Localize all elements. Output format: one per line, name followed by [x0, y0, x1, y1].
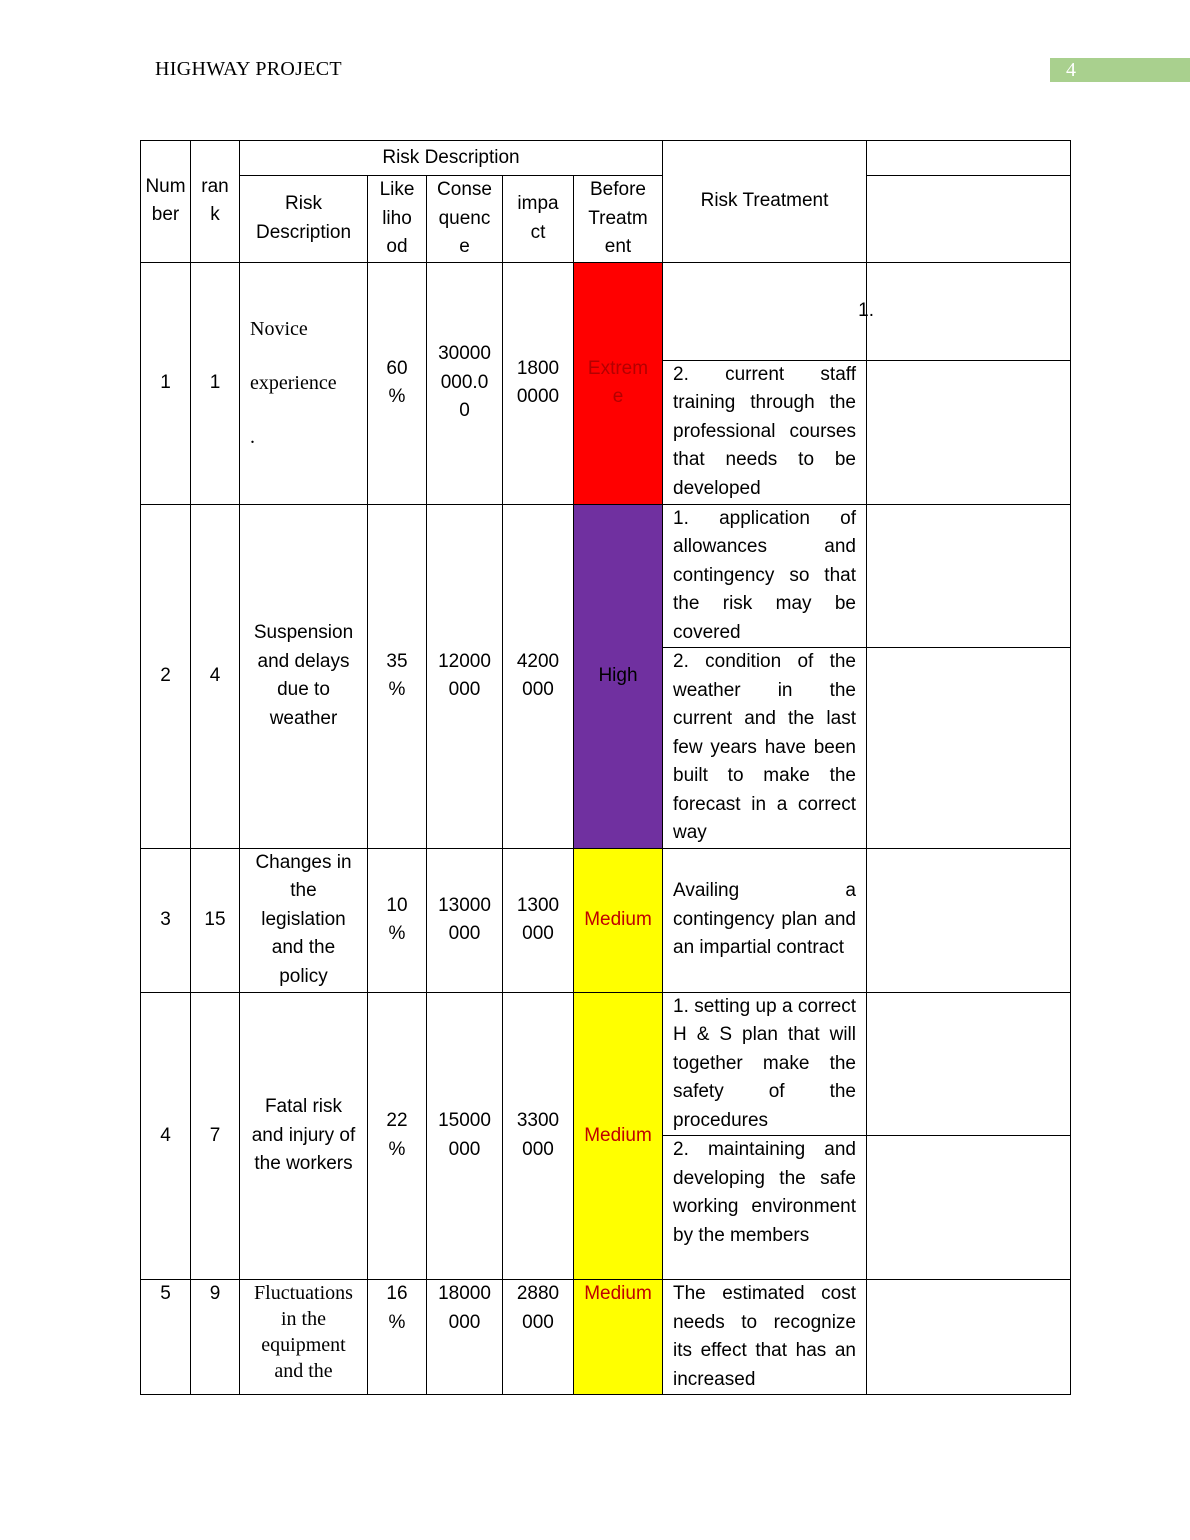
row-1-treatment-1	[663, 262, 874, 360]
row-2-number: 2	[141, 504, 191, 848]
header-impact: impact	[503, 176, 574, 263]
row-2-treatment-2: 2. condition of the weather in the current and the last few years have been built to make the forecast in a correct way	[663, 648, 867, 849]
row-3-consequence: 13000000	[427, 848, 503, 992]
row-5-extra-cell	[867, 1280, 1071, 1395]
row-4-consequence: 15000000	[427, 992, 503, 1280]
header-consequence: Consequence	[427, 176, 503, 263]
row-4-treatment-1: 1. setting up a correct H & S plan that will together make the safety of the procedures	[663, 992, 867, 1136]
row-1-treatment-2: 2. current staff training through the professional courses that needs to be developed	[663, 360, 867, 504]
row-4-description: Fatal risk and injury of the workers	[240, 992, 368, 1280]
row-4-extra-cell	[867, 992, 1071, 1136]
row-1-number: 1	[141, 262, 191, 504]
page-header-title: HIGHWAY PROJECT	[155, 58, 342, 80]
row-2-likelihood: 35 %	[368, 504, 427, 848]
row-5-impact: 2880000	[503, 1280, 574, 1395]
row-2-rating-high: High	[574, 504, 663, 848]
row-2-extra-cell	[867, 504, 1071, 648]
row-5-rank: 9	[191, 1280, 240, 1395]
row-3-treatment-1: Availing a contingency plan and an impartial contract	[663, 848, 867, 992]
row-4-extra-cell	[867, 1136, 1071, 1280]
row-4-treatment-2: 2. maintaining and developing the safe working environment by the members	[663, 1136, 867, 1280]
row-1-impact: 18000000	[503, 262, 574, 504]
risk-register-table	[140, 140, 1071, 1395]
header-rank: rank	[191, 141, 240, 263]
row-2-rank: 4	[191, 504, 240, 848]
row-1-description-line: .	[250, 425, 255, 448]
row-3-description: Changes in the legislation and the policy	[240, 848, 368, 992]
row-1-treatment-1-text: 1.	[858, 299, 874, 321]
row-1-rating-extreme: Extreme	[574, 262, 663, 504]
row-1-likelihood: 60 %	[368, 262, 427, 504]
row-3-extra-cell	[867, 848, 1071, 992]
row-2-consequence: 12000000	[427, 504, 503, 848]
header-empty-cell	[867, 141, 1071, 176]
header-risk-description: Risk Description	[240, 176, 368, 263]
page-number: 4	[1050, 58, 1190, 82]
row-1-extra-cell	[867, 262, 1071, 360]
header-risk-treatment: Risk Treatment	[663, 141, 867, 263]
row-5-number: 5	[141, 1280, 191, 1395]
row-3-number: 3	[141, 848, 191, 992]
header-number: Number	[141, 141, 191, 263]
header-before-treatment: Before Treatment	[574, 176, 663, 263]
header-likelihood: Likelihood	[368, 176, 427, 263]
row-1-description-line: experience	[250, 371, 337, 394]
row-2-extra-cell	[867, 648, 1071, 849]
row-3-impact: 1300000	[503, 848, 574, 992]
row-4-number: 4	[141, 992, 191, 1280]
row-5-treatment-1: The estimated cost needs to recognize its effect that has an increased	[663, 1280, 867, 1395]
row-3-rating-medium: Medium	[574, 848, 663, 992]
row-1-extra-cell	[867, 360, 1071, 504]
row-5-description: Fluctuations in the equipment and the	[240, 1280, 368, 1395]
row-3-likelihood: 10 %	[368, 848, 427, 992]
header-risk-description-group: Risk Description	[240, 141, 663, 176]
row-1-consequence: 30000000.00	[427, 262, 503, 504]
row-3-rank: 15	[191, 848, 240, 992]
row-2-impact: 4200000	[503, 504, 574, 848]
row-4-likelihood: 22 %	[368, 992, 427, 1280]
header-empty-cell	[867, 176, 1071, 263]
row-5-rating-medium: Medium	[574, 1280, 663, 1395]
row-2-treatment-1: 1. application of allowances and contingency so that the risk may be covered	[663, 504, 867, 648]
row-1-description-line: Novice	[250, 317, 308, 340]
row-2-description: Suspension and delays due to weather	[240, 504, 368, 848]
row-1-rank: 1	[191, 262, 240, 504]
row-1-description	[240, 262, 368, 504]
row-5-likelihood: 16 %	[368, 1280, 427, 1395]
row-4-rank: 7	[191, 992, 240, 1280]
row-4-rating-medium: Medium	[574, 992, 663, 1280]
row-4-impact: 3300000	[503, 992, 574, 1280]
row-5-consequence: 18000000	[427, 1280, 503, 1395]
